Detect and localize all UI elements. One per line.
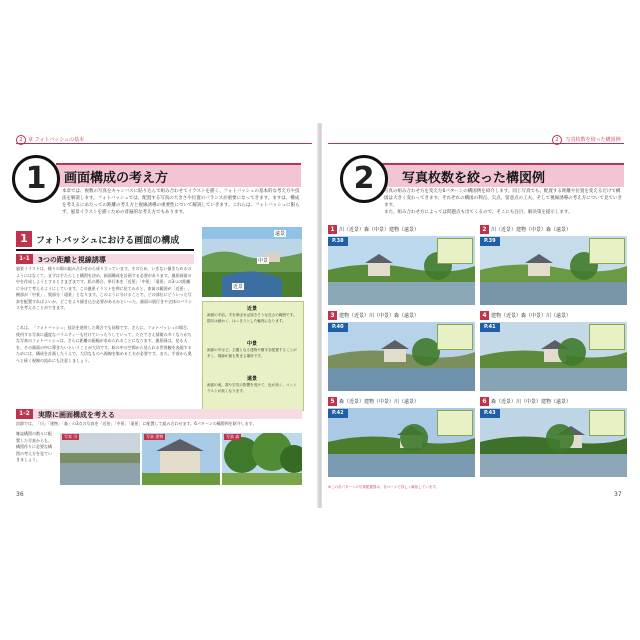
diagram-label-far: 遠景: [275, 231, 286, 237]
photo-building: [142, 433, 220, 485]
page-reference-badge: P.39: [480, 237, 500, 246]
page-reference-badge: P.40: [328, 323, 348, 332]
page-number-left: 36: [16, 491, 24, 498]
layout-thumbnail: [589, 410, 625, 436]
composition-image: [480, 236, 627, 305]
page-reference-badge: P.38: [328, 237, 348, 246]
photo-label-building: 写真 建物: [146, 434, 164, 439]
divider: [328, 143, 624, 144]
chapter-intro: 本章では、複数の写真をキャンバスに貼り込んで組み合わせてイラストを描く、フォトバッシュの基本的な考え方や技法を解説します。フォトバッシュでは、配置する写真の大きさや位置のバランスが重要になってきます。ますは、構成を考えるにあたっての距離の考え方と視線誘導の重要性について解説していきます。これらは、フォトバッシュに限らず、風景イラストを描くための普遍的な考え方でもあります。: [62, 189, 300, 215]
photo-label-river: 写真 川: [64, 434, 78, 439]
photo-river: [60, 433, 140, 485]
chapter-title-bar: [366, 163, 624, 187]
chapter-number-badge: 1: [12, 155, 60, 203]
subsection-heading-1: [16, 254, 194, 264]
composition-image: [328, 236, 475, 305]
chapter-number-icon: 2: [16, 135, 26, 145]
book-spread: [0, 123, 640, 508]
chapter-intro: 写真の組み合わせ方を変えた6パターンの構図例を紹介します。同じ写真でも、配置する距離や位置を変えるだけで構図は大きく変わってきます。それぞれの構図の利点、欠点、留意点の工夫、そして視線誘導の考え方について見ていきます。: [384, 189, 623, 208]
layout-thumbnail: [437, 238, 473, 264]
left-page: [0, 123, 318, 508]
subsection-number: 1-1: [16, 254, 33, 264]
subsection-title: 実際に画面構成を考える: [38, 411, 115, 419]
chapter-label: 章: [28, 137, 34, 143]
body-paragraph-3: 次節では、「川」「建物」「森」の3点の写真を「近景」「中景」「遠景」に配置して組み合わせます。6パターンの構図例を紹介します。: [16, 421, 257, 426]
tile-caption-text: 建物（近景）森（中景）川（遠景）: [491, 313, 572, 319]
layout-thumbnail: [437, 410, 473, 436]
tile-number: 4: [480, 311, 489, 320]
tile-caption-text: 森（近景）川（中景）建物（遠景）: [491, 399, 572, 405]
tile-number: 3: [328, 311, 337, 320]
composition-image: [480, 408, 627, 477]
photo-label-forest: 写真 森: [226, 434, 240, 439]
body-paragraph-1: 風景イラストは、様々の場の組み合わせから成り立っています。そのため、いきない描きためるのようにはなくて、まずは手たらしと構図を決め、画面構成を計画する必要があります。風景画面の中を作成しようとするとさまざまです。私の場合、単行本を「近景」「中景」「遠景」の3つの距離に分けて考えるようにしています。この風景イラストを例に見てみると、家前の範囲が「近景」、樹部が「中景」、奥部分「遠景」となります。このように分けることで、どの部位にどういった写真を配置すればよいか、どこをより描き込む必要があるかといった、画面の奥行きや全体のバランスを考えることができます。: [16, 266, 192, 310]
section-number: 1: [16, 231, 32, 247]
distance-explanation-panel: [202, 301, 304, 411]
chapter-title-bar: [56, 163, 301, 187]
diagram-label-near: 近景: [233, 284, 244, 290]
panel-text-far: 画面の奥。霧や空気の影響を受けて、色が淡く、コントラストが低くなります。: [207, 383, 297, 393]
subsection-heading-2: [16, 409, 302, 419]
panel-label-middle: 中景: [247, 341, 258, 347]
tile-caption: [328, 397, 419, 406]
right-page: [322, 123, 640, 508]
chapter-title: 画面構成の考え方: [64, 171, 169, 186]
composition-tile: [480, 225, 627, 305]
composition-image: [328, 408, 475, 477]
page-reference-badge: P.41: [480, 323, 500, 332]
tile-number: 1: [328, 225, 337, 234]
tile-caption-text: 建物（近景）川（中景）森（遠景）: [339, 313, 420, 319]
footnote: ※この各パターンの写真配置図は、各ページで詳しく解説しています。: [328, 485, 440, 489]
tile-caption: [328, 311, 419, 320]
page-number-right: 37: [614, 491, 622, 498]
subsection-number: 1-2: [16, 409, 33, 419]
panel-text-near: 画面の手前。手を伸ばせば届きそうな近さの範囲です。描写は細かく、はっきりとした輪郭になります。: [207, 313, 297, 323]
panel-label-far: 遠景: [247, 376, 258, 382]
diagram-label-middle: 中景: [258, 258, 269, 264]
body-paragraph-2: これは、「フォトバッシュ」技法を使用した場合でも同様です。さらに、フォトバッシュの場合、使用する写真に適度なバラエティーも付けていったりしていって、ただでさえ情報の多くなりがちな写真のフォトバッシュは、さらに距離の振幅が求められることになります。風景画は、見る人を、その画面の中に導きたいということが大切です。絵の中の空間から見られる世界観を表現するためには、構成を計画したうえで、大切なものへ視線を集める工夫が必要です。また、手前から奥へと続く視線の流れにも注意しましょう。: [16, 325, 192, 363]
chapter-number-icon: 2: [552, 135, 562, 145]
chapter-title: 写真枚数を絞った構図例: [402, 171, 546, 186]
layout-thumbnail: [437, 324, 473, 350]
tile-caption: [480, 397, 571, 406]
tile-caption-text: 川（近景）森（中景）建物（遠景）: [339, 227, 420, 233]
panel-text-middle: 画面の中ほど。主題となる建物や樹木を配置することが多く、視線が最も集まる場所です。: [207, 348, 297, 358]
body-paragraph-4: 雑誌構図の数々に配置した写真からも、構図作りに必要な構図の考え方を見ていきましょう。: [16, 431, 52, 462]
tile-caption-text: 川（近景）建物（中景）森（遠景）: [491, 227, 572, 233]
photo-forest: [222, 433, 302, 485]
tile-number: 2: [480, 225, 489, 234]
chapter-number-badge: 2: [340, 155, 388, 203]
tile-number: 6: [480, 397, 489, 406]
layout-thumbnail: [589, 324, 625, 350]
page-reference-badge: P.43: [480, 409, 500, 418]
running-head-title: フォトバッシュの基本: [34, 137, 85, 143]
composition-tile: [328, 311, 475, 391]
subsection-title: 3つの距離と視線誘導: [38, 256, 106, 264]
composition-diagram-photo: [202, 227, 302, 297]
composition-image: [328, 322, 475, 391]
composition-tile: [480, 311, 627, 391]
layout-thumbnail: [589, 238, 625, 264]
tile-caption: [480, 225, 571, 234]
section-heading: [16, 231, 194, 251]
tile-caption: [480, 311, 571, 320]
running-head-title: 写真枚数を絞った構図例: [565, 137, 621, 143]
section-title: フォトバッシュにおける画面の構成: [36, 236, 180, 246]
tile-caption-text: 森（近景）建物（中景）川（遠景）: [339, 399, 420, 405]
tile-caption: [328, 225, 419, 234]
panel-label-near: 近景: [247, 306, 258, 312]
chapter-intro-2: また、組み合わせ方によっては問題点も出てくるので、そこにも注目、解決策を提示します。: [384, 210, 573, 215]
composition-tile: [328, 225, 475, 305]
tile-number: 5: [328, 397, 337, 406]
page-reference-badge: P.42: [328, 409, 348, 418]
composition-image: [480, 322, 627, 391]
composition-tile: [480, 397, 627, 477]
divider: [16, 143, 312, 144]
composition-tile: [328, 397, 475, 477]
